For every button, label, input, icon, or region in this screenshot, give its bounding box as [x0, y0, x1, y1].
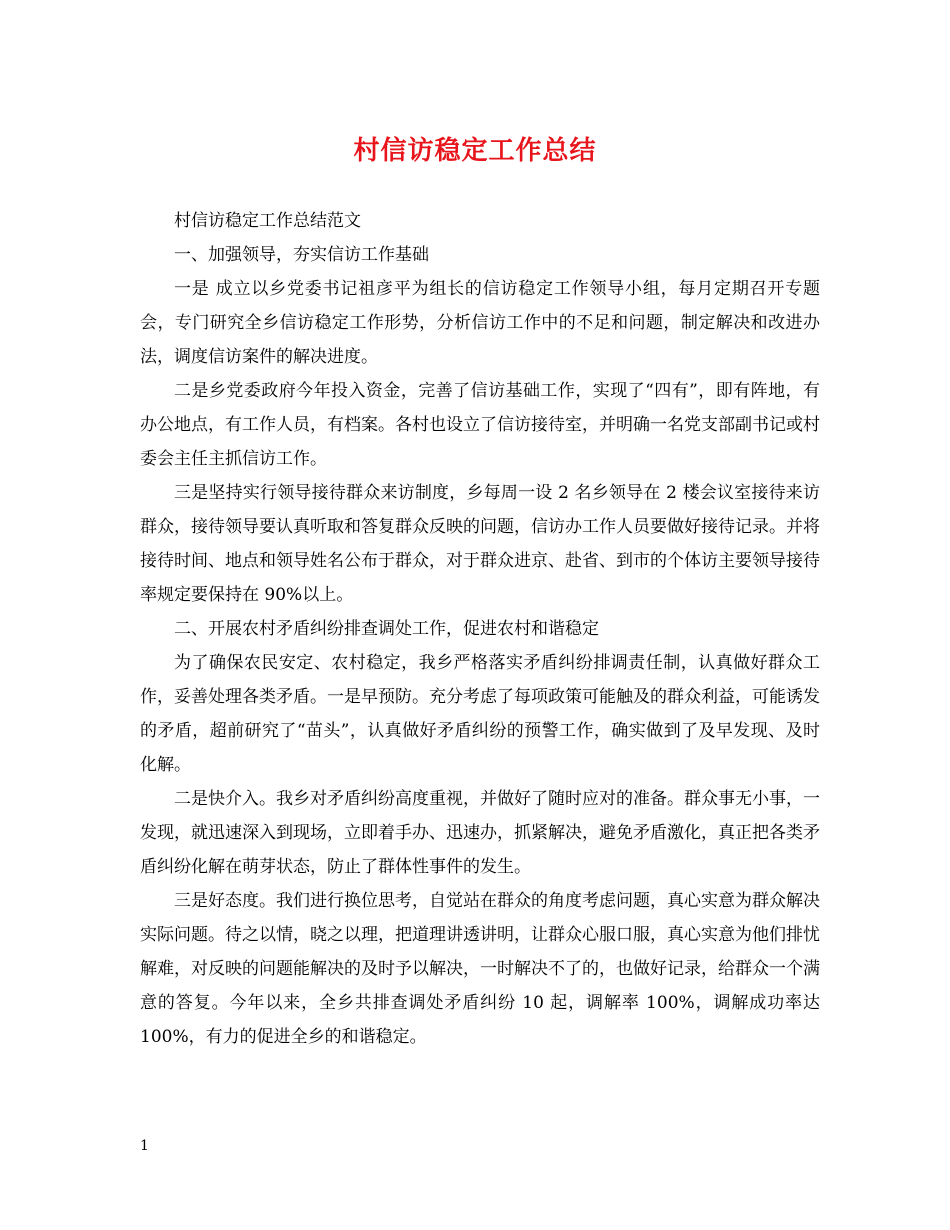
paragraph: 为了确保农民安定、农村稳定，我乡严格落实矛盾纠纷排调责任制，认真做好群众工作，妥善处理各类矛盾。一是早预防。充分考虑了每项政策可能触及的群众利益，可能诱发的矛盾，超前研究了“苗头”，认真做好矛盾纠纷的预警工作，确实做到了及早发现、及时化解。: [140, 653, 820, 775]
document-title: 村信访稳定工作总结: [353, 136, 597, 166]
section-heading-2: 二、开展农村矛盾纠纷排查调处工作，促进农村和谐稳定: [174, 619, 599, 639]
paragraph: 三是坚持实行领导接待群众来访制度，乡每周一设 2 名乡领导在 2 楼会议室接待来访群众，接待领导要认真听取和答复群众反映的问题，信访办工作人员要做好接待记录。并将接待时间、地点和领导姓名公布于群众，对于群众进京、赴省、到市的个体访主要领导接待率规定要保持在 90%以上。: [140, 483, 820, 605]
section-heading-1: 一、加强领导，夯实信访工作基础: [174, 245, 429, 265]
paragraph: 二是乡党委政府今年投入资金，完善了信访基础工作，实现了“四有”，即有阵地，有办公地点，有工作人员，有档案。各村也设立了信访接待室，并明确一名党支部副书记或村委会主任主抓信访工作。: [140, 381, 820, 469]
document-body: [140, 204, 820, 1054]
paragraph: 三是好态度。我们进行换位思考，自觉站在群众的角度考虑问题，真心实意为群众解决实际问题。待之以情，晓之以理，把道理讲透讲明，让群众心服口服，真心实意为他们排忧解难，对反映的问题能解决的及时予以解决，一时解决不了的，也做好记录，给群众一个满意的答复。今年以来，全乡共排查调处矛盾纠纷 10 起，调解率 100%，调解成功率达 100%，有力的促进全乡的和谐稳定。: [140, 891, 820, 1047]
paragraph-subtitle: 村信访稳定工作总结范文: [174, 211, 361, 231]
page-number: 1: [140, 1138, 149, 1154]
paragraph: 二是快介入。我乡对矛盾纠纷高度重视，并做好了随时应对的准备。群众事无小事，一发现，就迅速深入到现场，立即着手办、迅速办，抓紧解决，避免矛盾激化，真正把各类矛盾纠纷化解在萌芽状态，防止了群体性事件的发生。: [140, 789, 820, 877]
paragraph: 一是 成立以乡党委书记祖彦平为组长的信访稳定工作领导小组，每月定期召开专题会，专门研究全乡信访稳定工作形势，分析信访工作中的不足和问题，制定解决和改进办法，调度信访案件的解决进度。: [140, 279, 820, 367]
